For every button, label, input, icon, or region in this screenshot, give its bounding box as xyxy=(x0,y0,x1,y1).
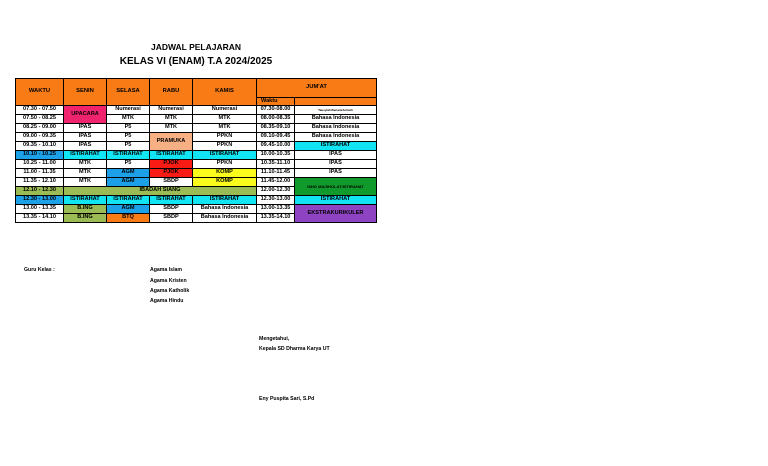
jumat-waktu-cell: 07.30-08.00 xyxy=(257,106,295,115)
table-cell: P5 xyxy=(107,160,150,169)
table-cell: Numerasi xyxy=(150,106,193,115)
table-cell: ISTIRAHAT xyxy=(64,151,107,160)
table-row xyxy=(16,106,377,115)
mengetahui-label: Mengetahui, xyxy=(259,336,290,342)
agama-item: Agama Kristen xyxy=(150,278,187,284)
waktu-cell: 11.35 - 12.10 xyxy=(16,178,64,187)
table-row xyxy=(16,196,377,205)
jumat-waktu-cell: 09.10-09.45 xyxy=(257,133,295,142)
table-cell: P5 xyxy=(107,142,150,151)
table-cell: MTK xyxy=(64,178,107,187)
table-cell: PJOK xyxy=(150,169,193,178)
header-row xyxy=(16,79,377,98)
table-cell: PPKN xyxy=(193,133,257,142)
waktu-cell: 07.50 - 08.25 xyxy=(16,115,64,124)
jumat-mapel-cell: ISTIRAHAT xyxy=(295,196,377,205)
table-cell: ISTIRAHAT xyxy=(150,151,193,160)
waktu-cell: 10.25 - 11.00 xyxy=(16,160,64,169)
header-rabu: RABU xyxy=(150,79,193,106)
upacara-cell: UPACARA xyxy=(64,106,107,124)
jumat-mapel-cell: IPAS xyxy=(295,169,377,178)
pramuka-cell: PRAMUKA xyxy=(150,133,193,151)
table-cell: PPKN xyxy=(193,160,257,169)
table-cell: KOMP xyxy=(193,178,257,187)
header-jumat: JUM'AT xyxy=(257,79,377,98)
jumat-waktu-cell: 13.35-14.10 xyxy=(257,214,295,223)
kepala-sekolah-name: Eny Puspita Sari, S.Pd xyxy=(259,396,315,402)
header-kamis: KAMIS xyxy=(193,79,257,106)
table-cell: P5 xyxy=(107,124,150,133)
schedule-table xyxy=(15,78,377,223)
waktu-cell: 08.25 - 09.00 xyxy=(16,124,64,133)
table-cell: IPAS xyxy=(64,124,107,133)
schedule-title: JADWAL PELAJARAN xyxy=(150,42,242,52)
jumat-waktu-cell: 09.45-10.00 xyxy=(257,142,295,151)
jumat-waktu-cell: 08.35-09.10 xyxy=(257,124,295,133)
jumat-mapel-cell: Tausyiah/Senam/Jumsih xyxy=(295,106,377,115)
table-row xyxy=(16,133,377,142)
kepala-sekolah-label: Kepala SD Dharma Karya UT xyxy=(259,346,330,352)
table-row xyxy=(16,124,377,133)
table-row xyxy=(16,160,377,169)
jumat-mapel-cell: IPAS xyxy=(295,160,377,169)
table-row xyxy=(16,205,377,214)
table-cell: ISTIRAHAT xyxy=(193,151,257,160)
table-cell: KOMP xyxy=(193,169,257,178)
table-cell: SBDP xyxy=(150,205,193,214)
table-cell: ISTIRAHAT xyxy=(193,196,257,205)
table-cell: BTQ xyxy=(107,214,150,223)
jumat-mapel-cell: EKSTRAKURIKULER xyxy=(295,205,377,223)
jumat-mapel-cell: IPAS xyxy=(295,151,377,160)
jumat-mapel-cell: Bahasa Indonesia xyxy=(295,133,377,142)
header-selasa: SELASA xyxy=(107,79,150,106)
table-cell: Numerasi xyxy=(193,106,257,115)
table-cell: MTK xyxy=(150,124,193,133)
table-cell: B.ING xyxy=(64,205,107,214)
table-cell: P5 xyxy=(107,133,150,142)
class-title: KELAS VI (ENAM) T.A 2024/2025 xyxy=(119,56,273,67)
table-cell: Bahasa Indonesia xyxy=(193,205,257,214)
table-row xyxy=(16,151,377,160)
table-cell: Numerasi xyxy=(107,106,150,115)
table-cell: IPAS xyxy=(64,133,107,142)
table-cell: AGM xyxy=(107,205,150,214)
jumat-waktu-cell: 10.35-11.10 xyxy=(257,160,295,169)
jumat-mapel-cell: Bahasa Indonesia xyxy=(295,115,377,124)
table-cell: Bahasa Indonesia xyxy=(193,214,257,223)
waktu-cell: 10.10 - 10.25 xyxy=(16,151,64,160)
agama-item: Agama Katholik xyxy=(150,288,190,294)
table-cell: MTK xyxy=(193,115,257,124)
table-cell: PPKN xyxy=(193,142,257,151)
table-cell: ISTIRAHAT xyxy=(64,196,107,205)
jumat-waktu-cell: 12.30-13.00 xyxy=(257,196,295,205)
table-cell: MTK xyxy=(64,160,107,169)
jumat-mapel-cell: Bahasa Indonesia xyxy=(295,124,377,133)
table-cell: MTK xyxy=(64,169,107,178)
table-cell: MTK xyxy=(193,124,257,133)
waktu-cell: 13.35 - 14.10 xyxy=(16,214,64,223)
waktu-cell: 09.35 - 10.10 xyxy=(16,142,64,151)
waktu-cell: 13.00 - 13.35 xyxy=(16,205,64,214)
jumat-waktu-cell: 13.00-13.35 xyxy=(257,205,295,214)
table-cell: MTK xyxy=(107,115,150,124)
waktu-cell: 09.00 - 09.35 xyxy=(16,133,64,142)
table-cell: AGM xyxy=(107,169,150,178)
header-waktu: WAKTU xyxy=(16,79,64,106)
ibadah-siang-cell: IBADAH SIANG xyxy=(64,187,257,196)
guru-kelas-label: Guru Kelas : xyxy=(24,267,55,273)
waktu-cell: 12.10 - 12.30 xyxy=(16,187,64,196)
table-cell: IPAS xyxy=(64,142,107,151)
agama-item: Agama Hindu xyxy=(150,298,184,304)
table-cell: PJOK xyxy=(150,160,193,169)
waktu-cell: 11.00 - 11.35 xyxy=(16,169,64,178)
table-cell: ISTIRAHAT xyxy=(107,151,150,160)
jumat-mapel-cell: ISTIRAHAT xyxy=(295,142,377,151)
table-cell: ISTIRAHAT xyxy=(107,196,150,205)
jumat-waktu-cell: 12.00-12.30 xyxy=(257,187,295,196)
table-row xyxy=(16,169,377,178)
header-senin: SENIN xyxy=(64,79,107,106)
jumat-waktu-cell: 10.00-10.35 xyxy=(257,151,295,160)
header-jumat-mapel xyxy=(295,98,377,106)
table-cell: SBDP xyxy=(150,178,193,187)
jumat-waktu-cell: 08.00-08.35 xyxy=(257,115,295,124)
table-cell: SBDP xyxy=(150,214,193,223)
jumat-waktu-cell: 11.45-12.00 xyxy=(257,178,295,187)
table-cell: MTK xyxy=(150,115,193,124)
jumat-waktu-cell: 11.10-11.45 xyxy=(257,169,295,178)
waktu-cell: 07.30 - 07.50 xyxy=(16,106,64,115)
jumat-mapel-cell: ISHO MA/SHOLAT/ISTIRAHAT xyxy=(295,178,377,196)
waktu-cell: 12.30 - 13.00 xyxy=(16,196,64,205)
table-row xyxy=(16,142,377,151)
table-row xyxy=(16,178,377,187)
table-cell: AGM xyxy=(107,178,150,187)
table-cell: ISTIRAHAT xyxy=(150,196,193,205)
table-cell: B.ING xyxy=(64,214,107,223)
agama-item: Agama Islam xyxy=(150,267,183,273)
header-jumat-waktu: Waktu xyxy=(257,98,295,106)
